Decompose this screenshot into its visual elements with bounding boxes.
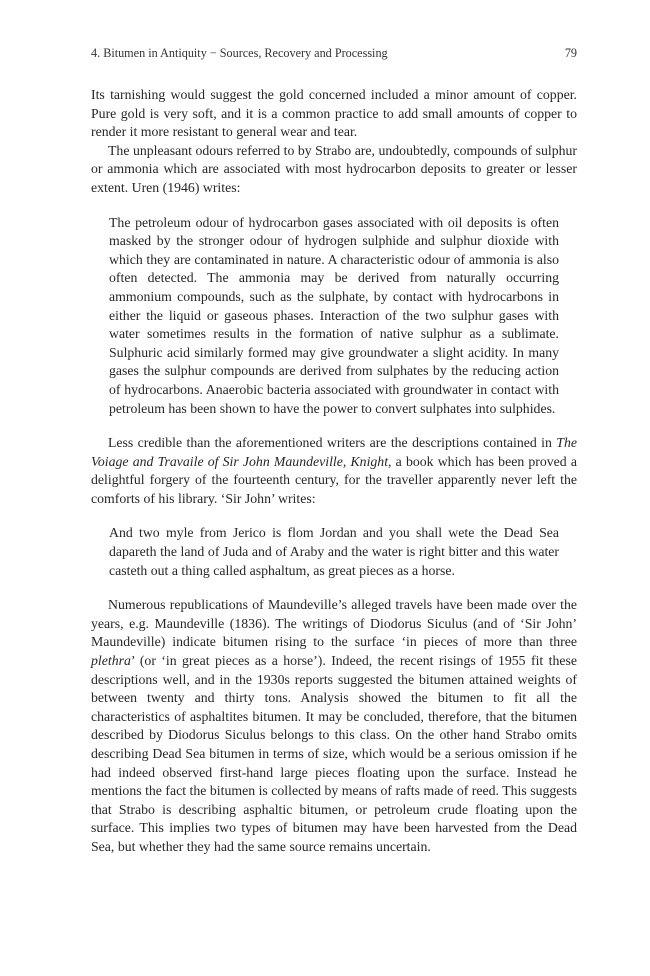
paragraph-3-text-a: Less credible than the aforementioned writers are the descriptions contained in	[108, 435, 557, 451]
paragraph-3	[91, 434, 577, 508]
paragraph-4-text-a: Numerous republications of Maundeville’s alleged travels have been made over the years, e.g. Maundeville (1836). The writings of Diodorus Siculus (and of ‘Sir John’ Maundeville) indicate bitumen rising to the surface ‘in pieces of more than three	[91, 597, 577, 650]
block-quote-maundeville: And two myle from Jerico is flom Jordan and you shall wete the Dead Sea dapareth the land of Juda and of Araby and the water is right bitter and this water casteth out a thing called asphaltum, as great pieces as a horse.	[109, 525, 559, 578]
paragraph-4-text-b: ’ (or ‘in great pieces as a horse’). Indeed, the recent risings of 1955 fit these descriptions well, and in the 1930s reports suggested the bitumen attained weights of between twenty and thirty tons. Analysis showed the bitumen to fit all the characteristics of asphaltites bitumen. It may be concluded, therefore, that the bitumen described by Diodorus Siculus belongs to this class. On the other hand Strabo omits describing Dead Sea bitumen in terms of size, which would be a serious omission if he had indeed observed first-hand large pieces floating upon the surface. Instead he mentions the fact the bitumen is collected by means of rafts made of reed. This suggests that Strabo is describing asphaltic bitumen, or petroleum crude floating upon the surface. This implies two types of bitumen may have been harvested from the Dead Sea, but whether they had the same source remains uncertain.	[91, 653, 577, 854]
page-body	[91, 86, 577, 857]
plethra-term: plethra	[91, 653, 131, 669]
running-header	[91, 46, 577, 61]
paragraph-2: The unpleasant odours referred to by Strabo are, undoubtedly, compounds of sulphur or ammonia which are associated with most hydrocarbon deposits to greater or lesser extent. Uren (1946) writes:	[91, 142, 577, 195]
paragraph-1: Its tarnishing would suggest the gold concerned included a minor amount of copper. Pure gold is very soft, and it is a common practice to add small amounts of copper to render it more resistant to general wear and tear.	[91, 87, 577, 140]
paragraph-3-text-b: , a book which has been proved a delightful forgery of the fourteenth century, for the traveller apparently never left the comforts of his library. ‘Sir John’ writes:	[91, 453, 577, 506]
paragraph-4	[91, 596, 577, 856]
page-number: 79	[564, 46, 577, 60]
running-title: 4. Bitumen in Antiquity − Sources, Recovery and Processing	[91, 46, 388, 60]
block-quote-uren: The petroleum odour of hydrocarbon gases associated with oil deposits is often masked by the stronger odour of hydrogen sulphide and sulphur dioxide with which they are contaminated in nature. A characteristic odour of ammonia is also often detected. The ammonia may be derived from naturally occurring ammonium compounds, such as the sulphate, by contact with hydrocarbons in either the liquid or gaseous phases. Interaction of the two sulphur gases with water sometimes results in the formation of native sulphur as a sublimate. Sulphuric acid similarly formed may give groundwater a slight acidity. In many gases the sulphur compounds are derived from sulphates by the reducing action of hydrocarbons. Anaerobic bacteria associated with groundwater in contact with petroleum has been shown to have the power to convert sulphates into sulphides.	[109, 214, 559, 416]
book-title: The Voiage and Travaile of Sir John Maundeville, Knight	[91, 435, 577, 469]
